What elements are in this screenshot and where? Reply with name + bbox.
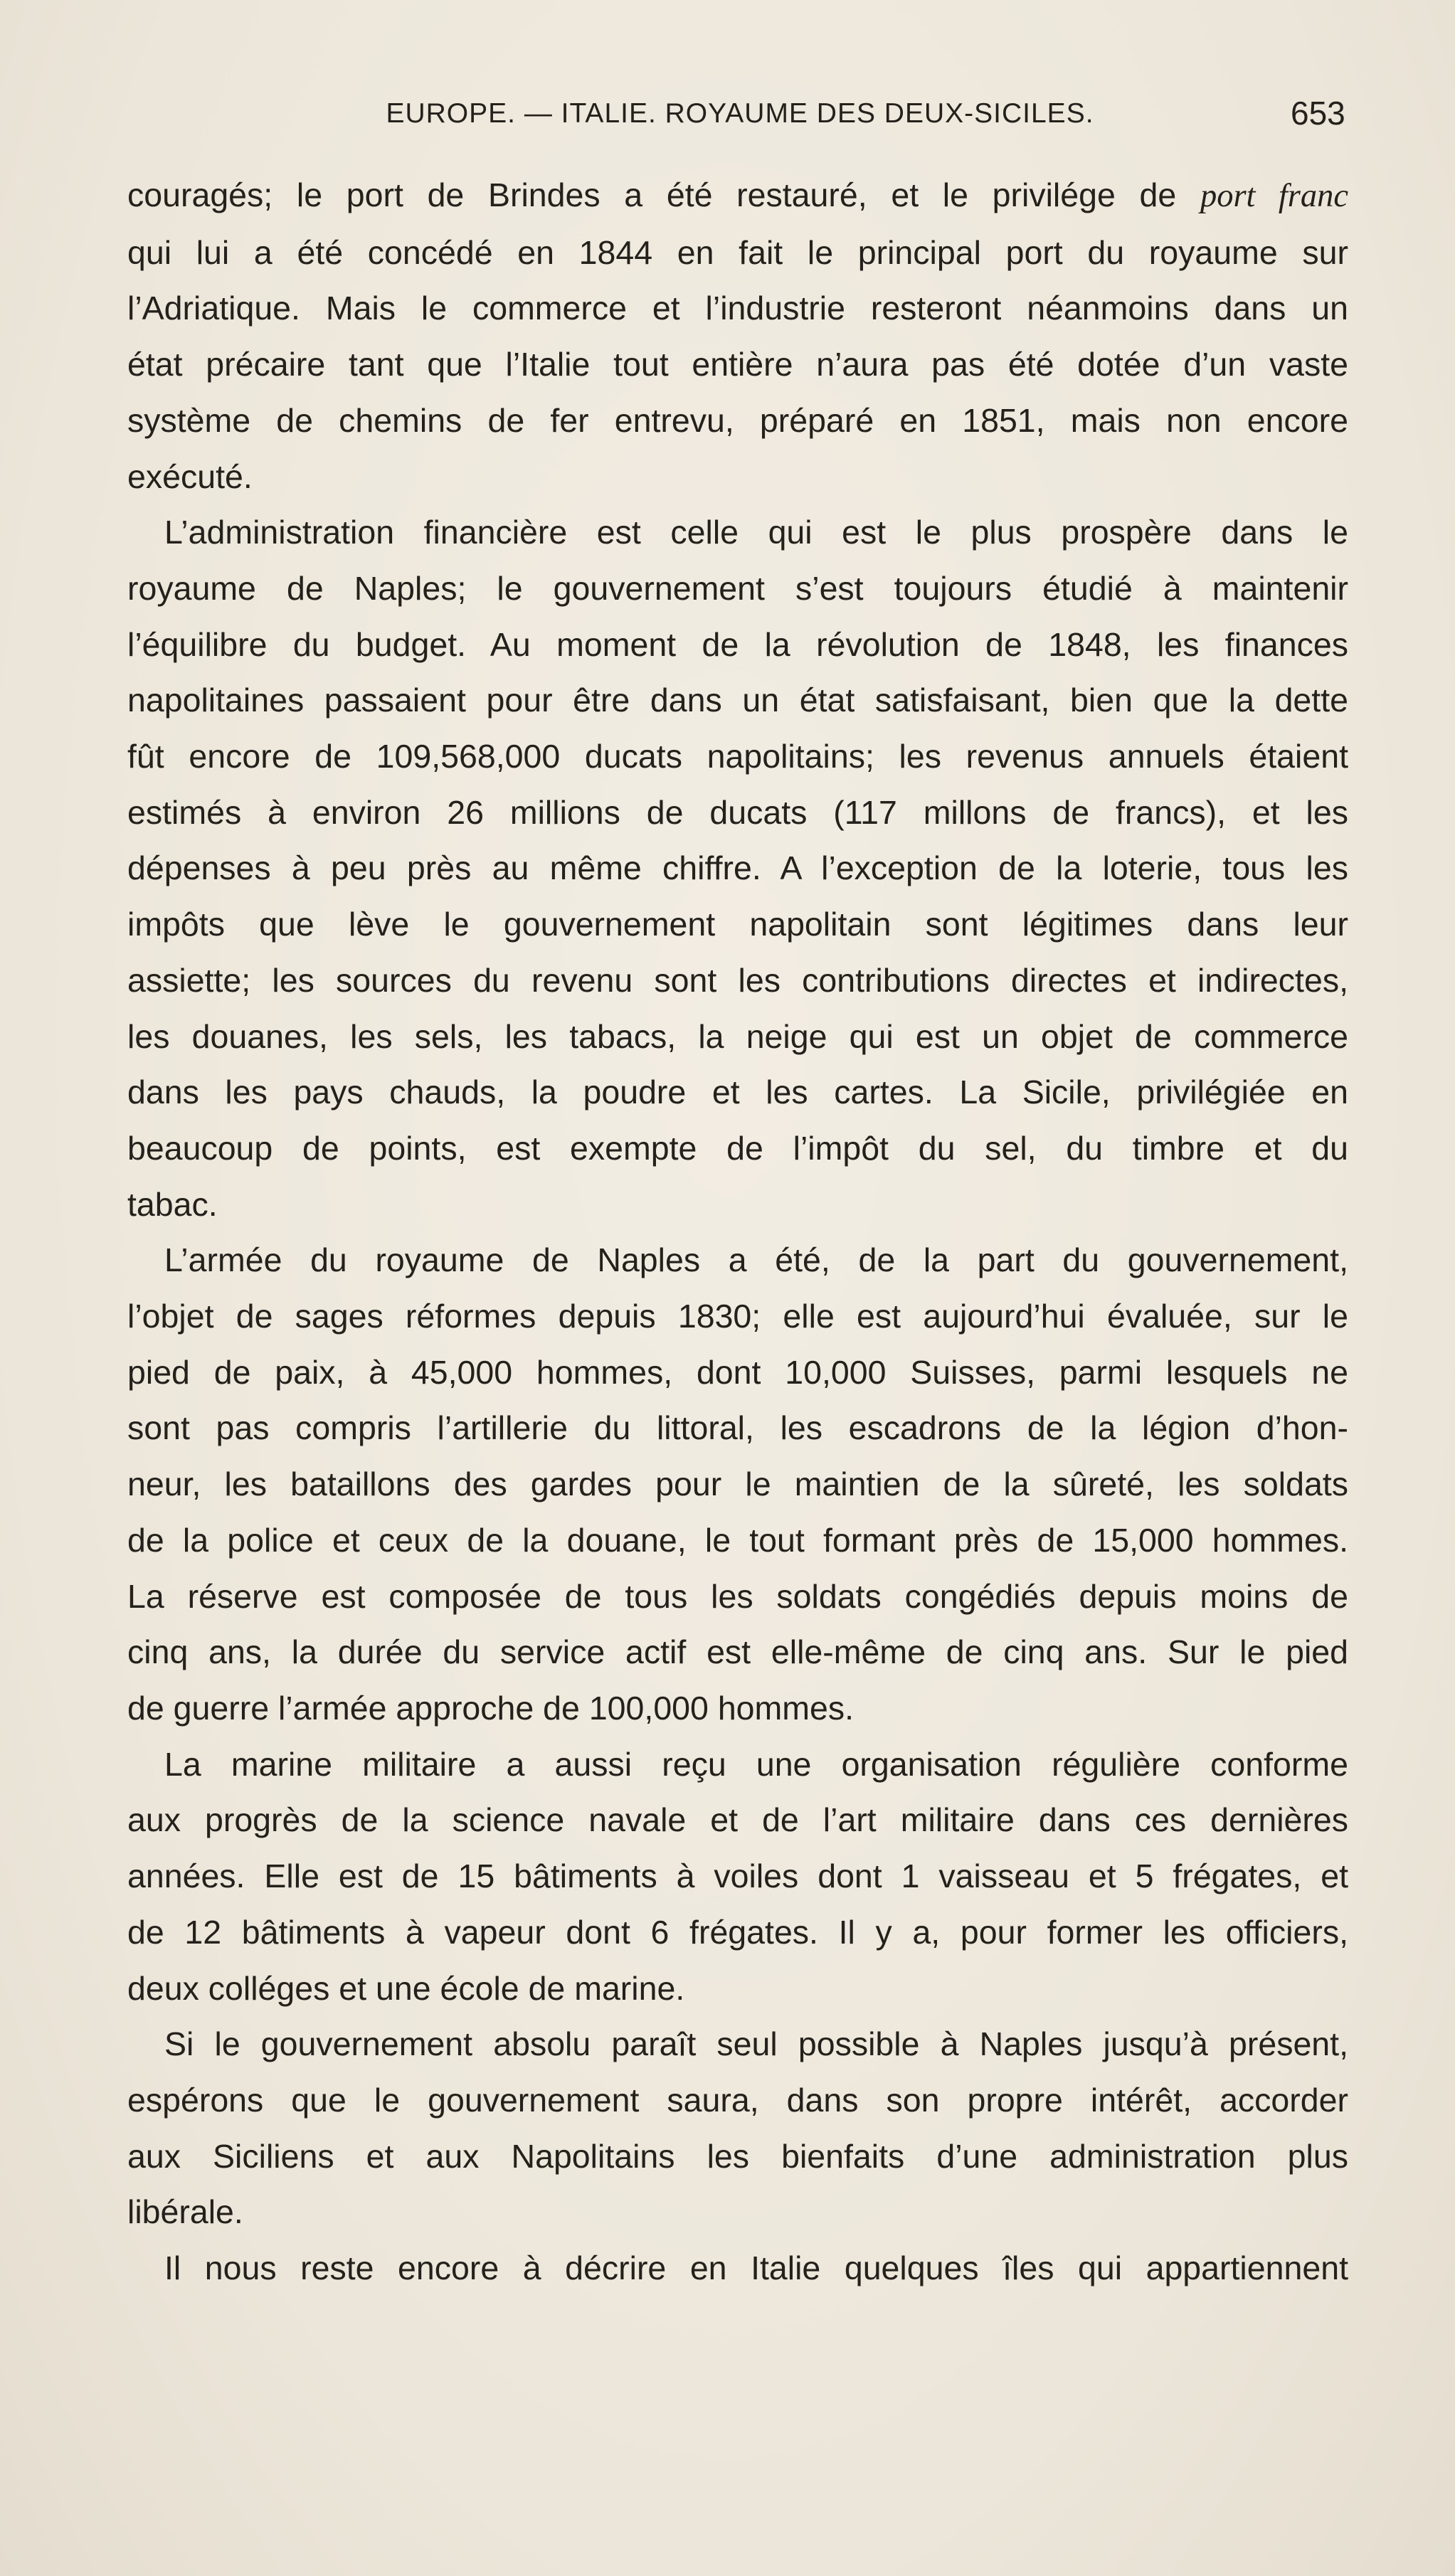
italic-term: port franc [1200, 178, 1349, 214]
text-line: système de chemins de fer entrevu, préparé en 1851, mais non encore [127, 401, 1348, 439]
text-line: l’Adriatique. Mais le commerce et l’industrie resteront néanmoins dans un [127, 290, 1348, 327]
text-line: La réserve est composée de tous les soldats congédiés depuis moins de [127, 1577, 1348, 1615]
text-line: aux Siciliens et aux Napolitains les bienfaits d’une administration plus [127, 2137, 1348, 2175]
text-line: cinq ans, la durée du service actif est elle-même de cinq ans. Sur le pied [127, 1633, 1348, 1671]
text-line: de guerre l’armée approche de 100,000 hommes. [127, 1689, 855, 1727]
text-line: impôts que lève le gouvernement napolitain sont légitimes dans leur [127, 906, 1348, 943]
text-line: sont pas compris l’artillerie du littoral, les escadrons de la légion d’hon- [127, 1409, 1348, 1447]
text-line: de la police et ceux de la douane, le tout formant près de 15,000 hommes. [127, 1521, 1348, 1559]
text-line: tabac. [127, 1185, 218, 1223]
text-line: neur, les bataillons des gardes pour le maintien de la sûreté, les soldats [127, 1465, 1348, 1503]
text-line: dépenses à peu près au même chiffre. A l’exception de la loterie, tous les [127, 849, 1348, 887]
text-line: Si le gouvernement absolu paraît seul possible à Naples jusqu’à présent, [164, 2025, 1348, 2063]
text-line: l’objet de sages réformes depuis 1830; elle est aujourd’hui évaluée, sur le [127, 1298, 1348, 1335]
paragraph-army [127, 1232, 1348, 1736]
text-line: royaume de Naples; le gouvernement s’est toujours étudié à maintenir [127, 569, 1348, 607]
paragraph-ports [127, 167, 1348, 504]
text-line: espérons que le gouvernement saura, dans son propre intérêt, accorder [127, 2081, 1348, 2119]
page-body [127, 167, 1348, 2296]
paragraph-navy [127, 1737, 1348, 2017]
running-title: EUROPE. — ITALIE. ROYAUME DES DEUX-SICILES. [386, 98, 1094, 129]
text-line: estimés à environ 26 millions de ducats (117 millons de francs), et les [127, 793, 1348, 831]
text-line: fût encore de 109,568,000 ducats napolitains; les revenus annuels étaient [127, 738, 1348, 775]
text-line: pied de paix, à 45,000 hommes, dont 10,000 Suisses, parmi lesquels ne [127, 1353, 1348, 1391]
paragraph-finances [127, 504, 1348, 1232]
text-line: L’armée du royaume de Naples a été, de la part du gouvernement, [164, 1241, 1348, 1279]
text-line: aux progrès de la science navale et de l’art militaire dans ces dernières [127, 1801, 1348, 1839]
text-line: beaucoup de points, est exempte de l’impôt du sel, du timbre et du [127, 1129, 1348, 1167]
paragraph-government [127, 2016, 1348, 2240]
text-line: de 12 bâtiments à vapeur dont 6 frégates. Il y a, pour former les officiers, [127, 1913, 1348, 1951]
text-line: napolitaines passaient pour être dans un état satisfaisant, bien que la dette [127, 682, 1348, 719]
text-line: libérale. [127, 2193, 243, 2231]
text-line: les douanes, les sels, les tabacs, la neige qui est un objet de commerce [127, 1017, 1348, 1055]
text-line: L’administration financière est celle qui est le plus prospère dans le [164, 514, 1348, 551]
text-line: assiette; les sources du revenu sont les contributions directes et indirectes, [127, 961, 1348, 999]
text-line: état précaire tant que l’Italie tout entière n’aura pas été dotée d’un vaste [127, 346, 1348, 383]
text-line: Il nous reste encore à décrire en Italie quelques îles qui appartiennent [164, 2249, 1348, 2287]
text-line: l’équilibre du budget. Au moment de la révolution de 1848, les finances [127, 625, 1348, 663]
text-segment: couragés; le port de Brindes a été restauré, et le privilége de [127, 176, 1177, 213]
paragraph-islands [127, 2240, 1348, 2296]
text-line: qui lui a été concédé en 1844 en fait le principal port du royaume sur [127, 233, 1348, 271]
text-line [127, 167, 1348, 225]
page-number: 653 [1291, 95, 1345, 132]
text-line: exécuté. [127, 457, 253, 495]
text-line: dans les pays chauds, la poudre et les cartes. La Sicile, privilégiée en [127, 1074, 1348, 1111]
text-line: années. Elle est de 15 bâtiments à voiles dont 1 vaisseau et 5 frégates, et [127, 1857, 1348, 1895]
text-line: La marine militaire a aussi reçu une organisation régulière conforme [164, 1745, 1348, 1783]
text-line: deux colléges et une école de marine. [127, 1969, 685, 2007]
